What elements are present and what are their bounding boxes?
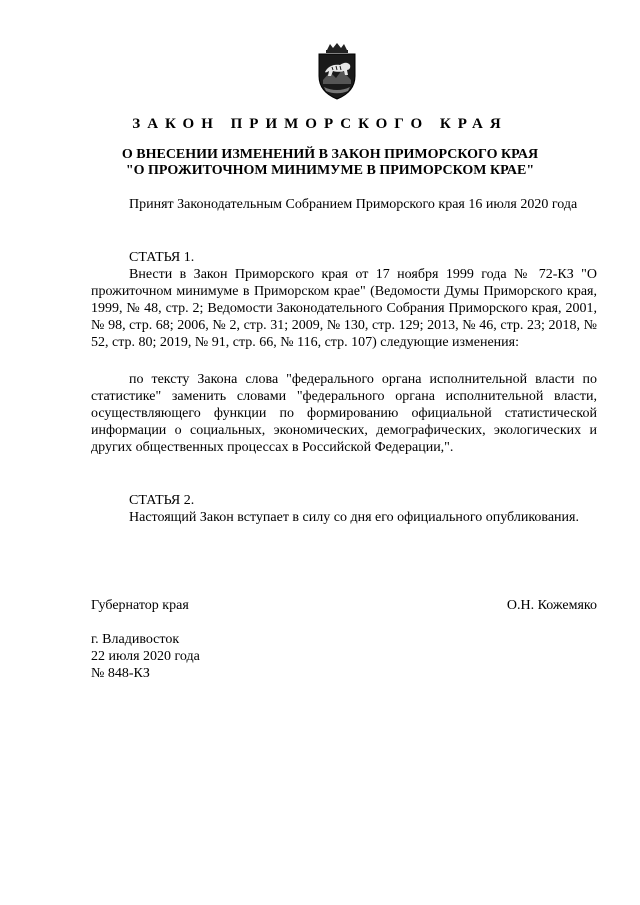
primorsky-tiger-coat-of-arms-icon xyxy=(314,42,360,100)
document-footer xyxy=(91,631,200,682)
article-1-heading: СТАТЬЯ 1. xyxy=(129,250,195,265)
law-subtitle xyxy=(60,147,600,179)
footer-date: 22 июля 2020 года xyxy=(91,649,200,664)
signatory-name: О.Н. Кожемяко xyxy=(506,598,597,613)
article-1-paragraph-2: по тексту Закона слова "федерального органа исполнительной власти по статистике" заменить словами "федерального органа исполнительной власти, осуществляющего функции по формированию официальной статистической информации о социальных, экономических, демографических, экологических и других общественных процессах в Российской Федерации,". xyxy=(91,372,597,455)
footer-city: г. Владивосток xyxy=(91,632,180,647)
footer-number: № 848-КЗ xyxy=(91,666,150,681)
law-title: ЗАКОН ПРИМОРСКОГО КРАЯ xyxy=(132,116,508,132)
signatory-position: Губернатор края xyxy=(91,598,189,613)
article-1-paragraph-1: Внести в Закон Приморского края от 17 ноября 1999 года № 72-КЗ "О прожиточном минимуме в Приморском крае" (Ведомости Думы Приморского края, 1999, № 48, стр. 2; Ведомости Законодательного Собрания Приморского края, 2001, № 98, стр. 68; 2006, № 2, стр. 31; 2009, № 130, стр. 129; 2013, № 46, стр. 23; 2018, № 52, стр. 80; 2019, № 91, стр. 66, № 116, стр. 107) следующие изменения: xyxy=(91,267,597,350)
adoption-note: Принят Законодательным Собранием Приморского края 16 июля 2020 года xyxy=(129,197,578,212)
article-2-paragraph-1: Настоящий Закон вступает в силу со дня его официального опубликования. xyxy=(129,510,579,525)
article-2-heading: СТАТЬЯ 2. xyxy=(129,493,195,508)
subtitle-line-2: "О ПРОЖИТОЧНОМ МИНИМУМЕ В ПРИМОРСКОМ КРАЕ" xyxy=(125,163,535,178)
subtitle-line-1: О ВНЕСЕНИИ ИЗМЕНЕНИЙ В ЗАКОН ПРИМОРСКОГО КРАЯ xyxy=(121,147,539,162)
